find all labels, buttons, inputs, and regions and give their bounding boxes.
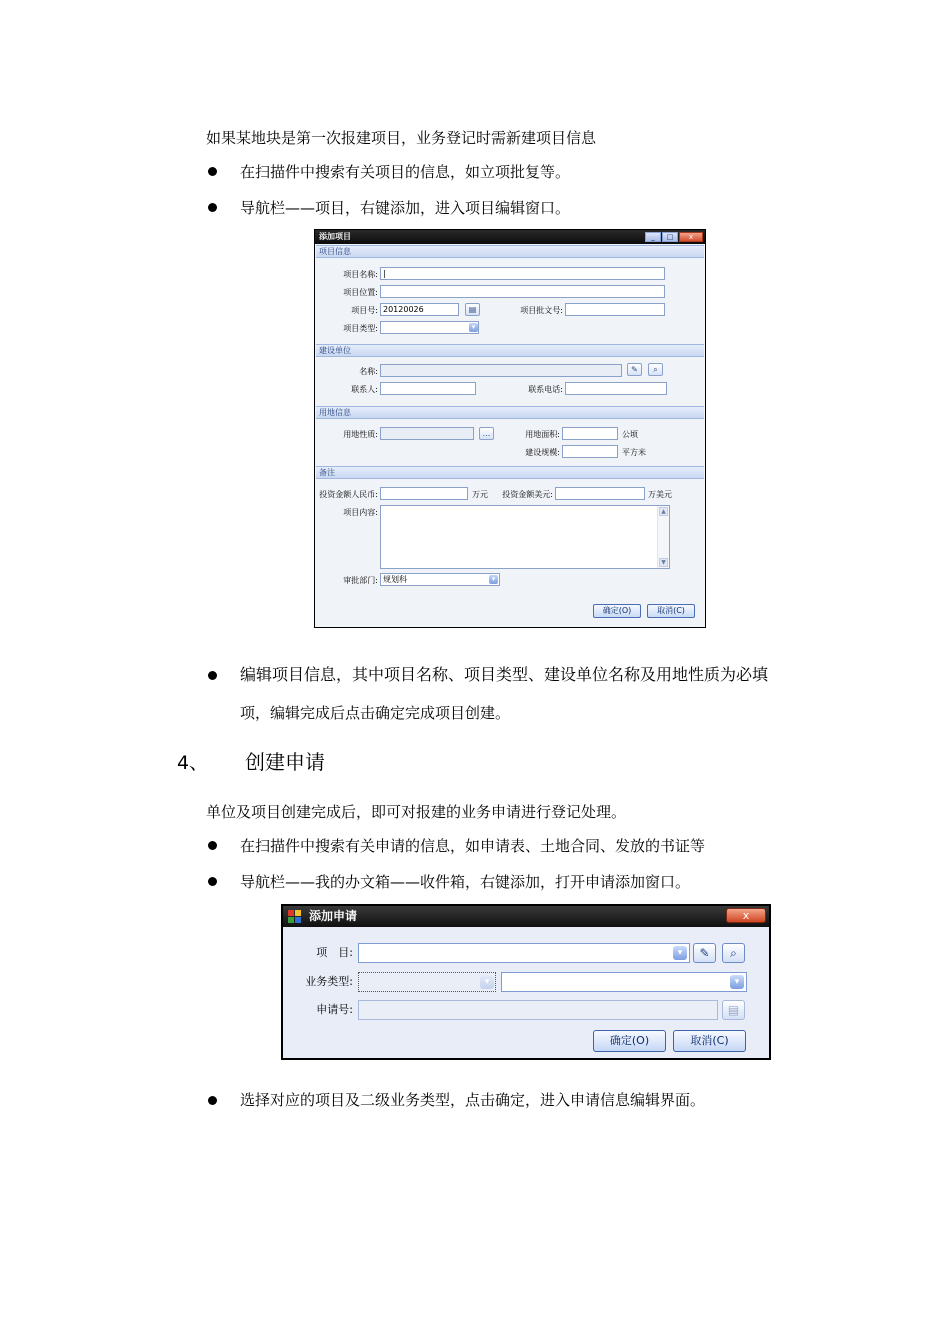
unit-name-label: 名称: — [359, 367, 378, 376]
scrollbar[interactable] — [657, 506, 669, 568]
section-land-info: 用地信息 — [316, 406, 704, 419]
project-type-label: 项目类型: — [343, 324, 378, 333]
project-label: 项 目: — [316, 946, 353, 959]
land-nature-label: 用地性质: — [343, 430, 378, 439]
project-content-label: 项目内容: — [343, 508, 378, 517]
bullet-dot — [208, 1096, 217, 1105]
biz-type-select[interactable] — [358, 972, 496, 992]
build-scale-input[interactable] — [562, 445, 618, 458]
unit-name-input[interactable] — [380, 364, 622, 377]
add-application-dialog — [281, 904, 771, 1060]
project-select[interactable] — [358, 943, 690, 963]
heading-title: 创建申请 — [245, 750, 325, 774]
edit-icon[interactable]: ✎ — [693, 943, 716, 963]
dialog-title: 添加申请 — [309, 909, 358, 923]
phone-input[interactable] — [565, 382, 667, 395]
project-no-input[interactable]: 20120026 — [380, 303, 459, 316]
section-project-info: 项目信息 — [316, 245, 704, 258]
scroll-down-icon[interactable]: ▼ — [659, 558, 668, 567]
more-icon[interactable]: ... — [479, 427, 494, 440]
phone-label: 联系电话: — [528, 385, 563, 394]
pick-icon[interactable]: ▤ — [465, 303, 480, 316]
land-area-label: 用地面积: — [525, 430, 560, 439]
project-no-label: 项目号: — [351, 306, 378, 315]
invest-rmb-unit: 万元 — [472, 490, 488, 499]
dialog-title-bar — [283, 906, 769, 927]
edit-icon[interactable]: ✎ — [627, 363, 642, 376]
invest-rmb-label: 投资金额人民币: — [319, 490, 378, 499]
pick-icon[interactable]: ▤ — [722, 1000, 745, 1020]
scroll-up-icon[interactable]: ▲ — [659, 507, 668, 516]
chevron-down-icon[interactable]: ▾ — [673, 946, 687, 960]
approval-no-label: 项目批文号: — [520, 306, 563, 315]
bullet-dot — [208, 203, 217, 212]
biz-type-label: 业务类型: — [305, 975, 353, 988]
cancel-button[interactable]: 取消(C) — [673, 1030, 746, 1052]
close-icon[interactable]: x — [726, 908, 766, 923]
cancel-button[interactable]: 取消(C) — [647, 604, 695, 618]
chevron-down-icon[interactable]: ▾ — [489, 575, 498, 584]
invest-usd-unit: 万美元 — [648, 490, 672, 499]
bullet-text: 在扫描件中搜索有关项目的信息，如立项批复等。 — [240, 163, 571, 181]
app-icon — [288, 910, 301, 923]
build-scale-label: 建设规模: — [525, 448, 560, 457]
bullet-text: 在扫描件中搜索有关申请的信息，如申请表、土地合同、发放的书证等 — [240, 837, 706, 855]
bullet-text: 导航栏——我的办文箱——收件箱，右键添加，打开申请添加窗口。 — [240, 873, 691, 891]
invest-usd-input[interactable] — [555, 487, 645, 500]
invest-rmb-input[interactable] — [380, 487, 468, 500]
project-name-label: 项目名称: — [343, 270, 378, 279]
ok-button[interactable]: 确定(O) — [593, 1030, 666, 1052]
heading-number: 4、 — [177, 752, 209, 774]
section-construction-unit: 建设单位 — [316, 344, 704, 357]
section-remarks: 备注 — [316, 466, 704, 479]
approval-dept-label: 审批部门: — [343, 576, 378, 585]
approval-no-input[interactable] — [565, 303, 665, 316]
ok-button[interactable]: 确定(O) — [593, 604, 641, 618]
build-scale-unit: 平方米 — [622, 448, 646, 457]
add-project-dialog — [314, 229, 706, 628]
app-no-label: 申请号: — [316, 1003, 353, 1016]
project-content-textarea[interactable] — [380, 505, 670, 569]
bullet-text-cont: 项，编辑完成后点击确定完成项目创建。 — [240, 704, 511, 722]
paragraph: 单位及项目创建完成后，即可对报建的业务申请进行登记处理。 — [206, 803, 627, 821]
land-area-unit: 公顷 — [622, 430, 638, 439]
dialog-title: 添加项目 — [319, 232, 351, 241]
intro-text: 如果某地块是第一次报建项目，业务登记时需新建项目信息 — [206, 129, 597, 147]
bullet-text: 选择对应的项目及二级业务类型，点击确定，进入申请信息编辑界面。 — [240, 1091, 706, 1109]
approval-dept-select[interactable]: 规划科 — [380, 573, 500, 586]
search-icon[interactable]: ⌕ — [722, 943, 745, 963]
contact-input[interactable] — [380, 382, 476, 395]
chevron-down-icon[interactable]: ▾ — [730, 975, 744, 989]
bullet-text: 导航栏——项目，右键添加，进入项目编辑窗口。 — [240, 199, 571, 217]
land-area-input[interactable] — [562, 427, 618, 440]
maximize-icon[interactable]: □ — [662, 232, 678, 242]
chevron-down-icon[interactable]: ▾ — [469, 323, 478, 332]
minimize-icon[interactable]: _ — [645, 232, 661, 242]
bullet-dot — [208, 877, 217, 886]
bullet-dot — [208, 167, 217, 176]
project-name-input[interactable]: | — [380, 267, 665, 280]
land-nature-input[interactable] — [380, 427, 474, 440]
project-location-label: 项目位置: — [343, 288, 378, 297]
project-location-input[interactable] — [380, 285, 665, 298]
search-icon[interactable]: ⌕ — [648, 363, 663, 376]
bullet-dot — [208, 671, 217, 680]
chevron-down-icon[interactable]: ▾ — [480, 975, 494, 989]
bullet-text: 编辑项目信息，其中项目名称、项目类型、建设单位名称及用地性质为必填 — [240, 665, 769, 684]
project-type-select[interactable] — [380, 321, 479, 334]
invest-usd-label: 投资金额美元: — [502, 490, 553, 499]
close-icon[interactable]: x — [679, 232, 703, 242]
contact-label: 联系人: — [351, 385, 378, 394]
biz-subtype-select[interactable] — [501, 972, 747, 992]
app-no-input[interactable] — [358, 1000, 718, 1020]
bullet-dot — [208, 841, 217, 850]
